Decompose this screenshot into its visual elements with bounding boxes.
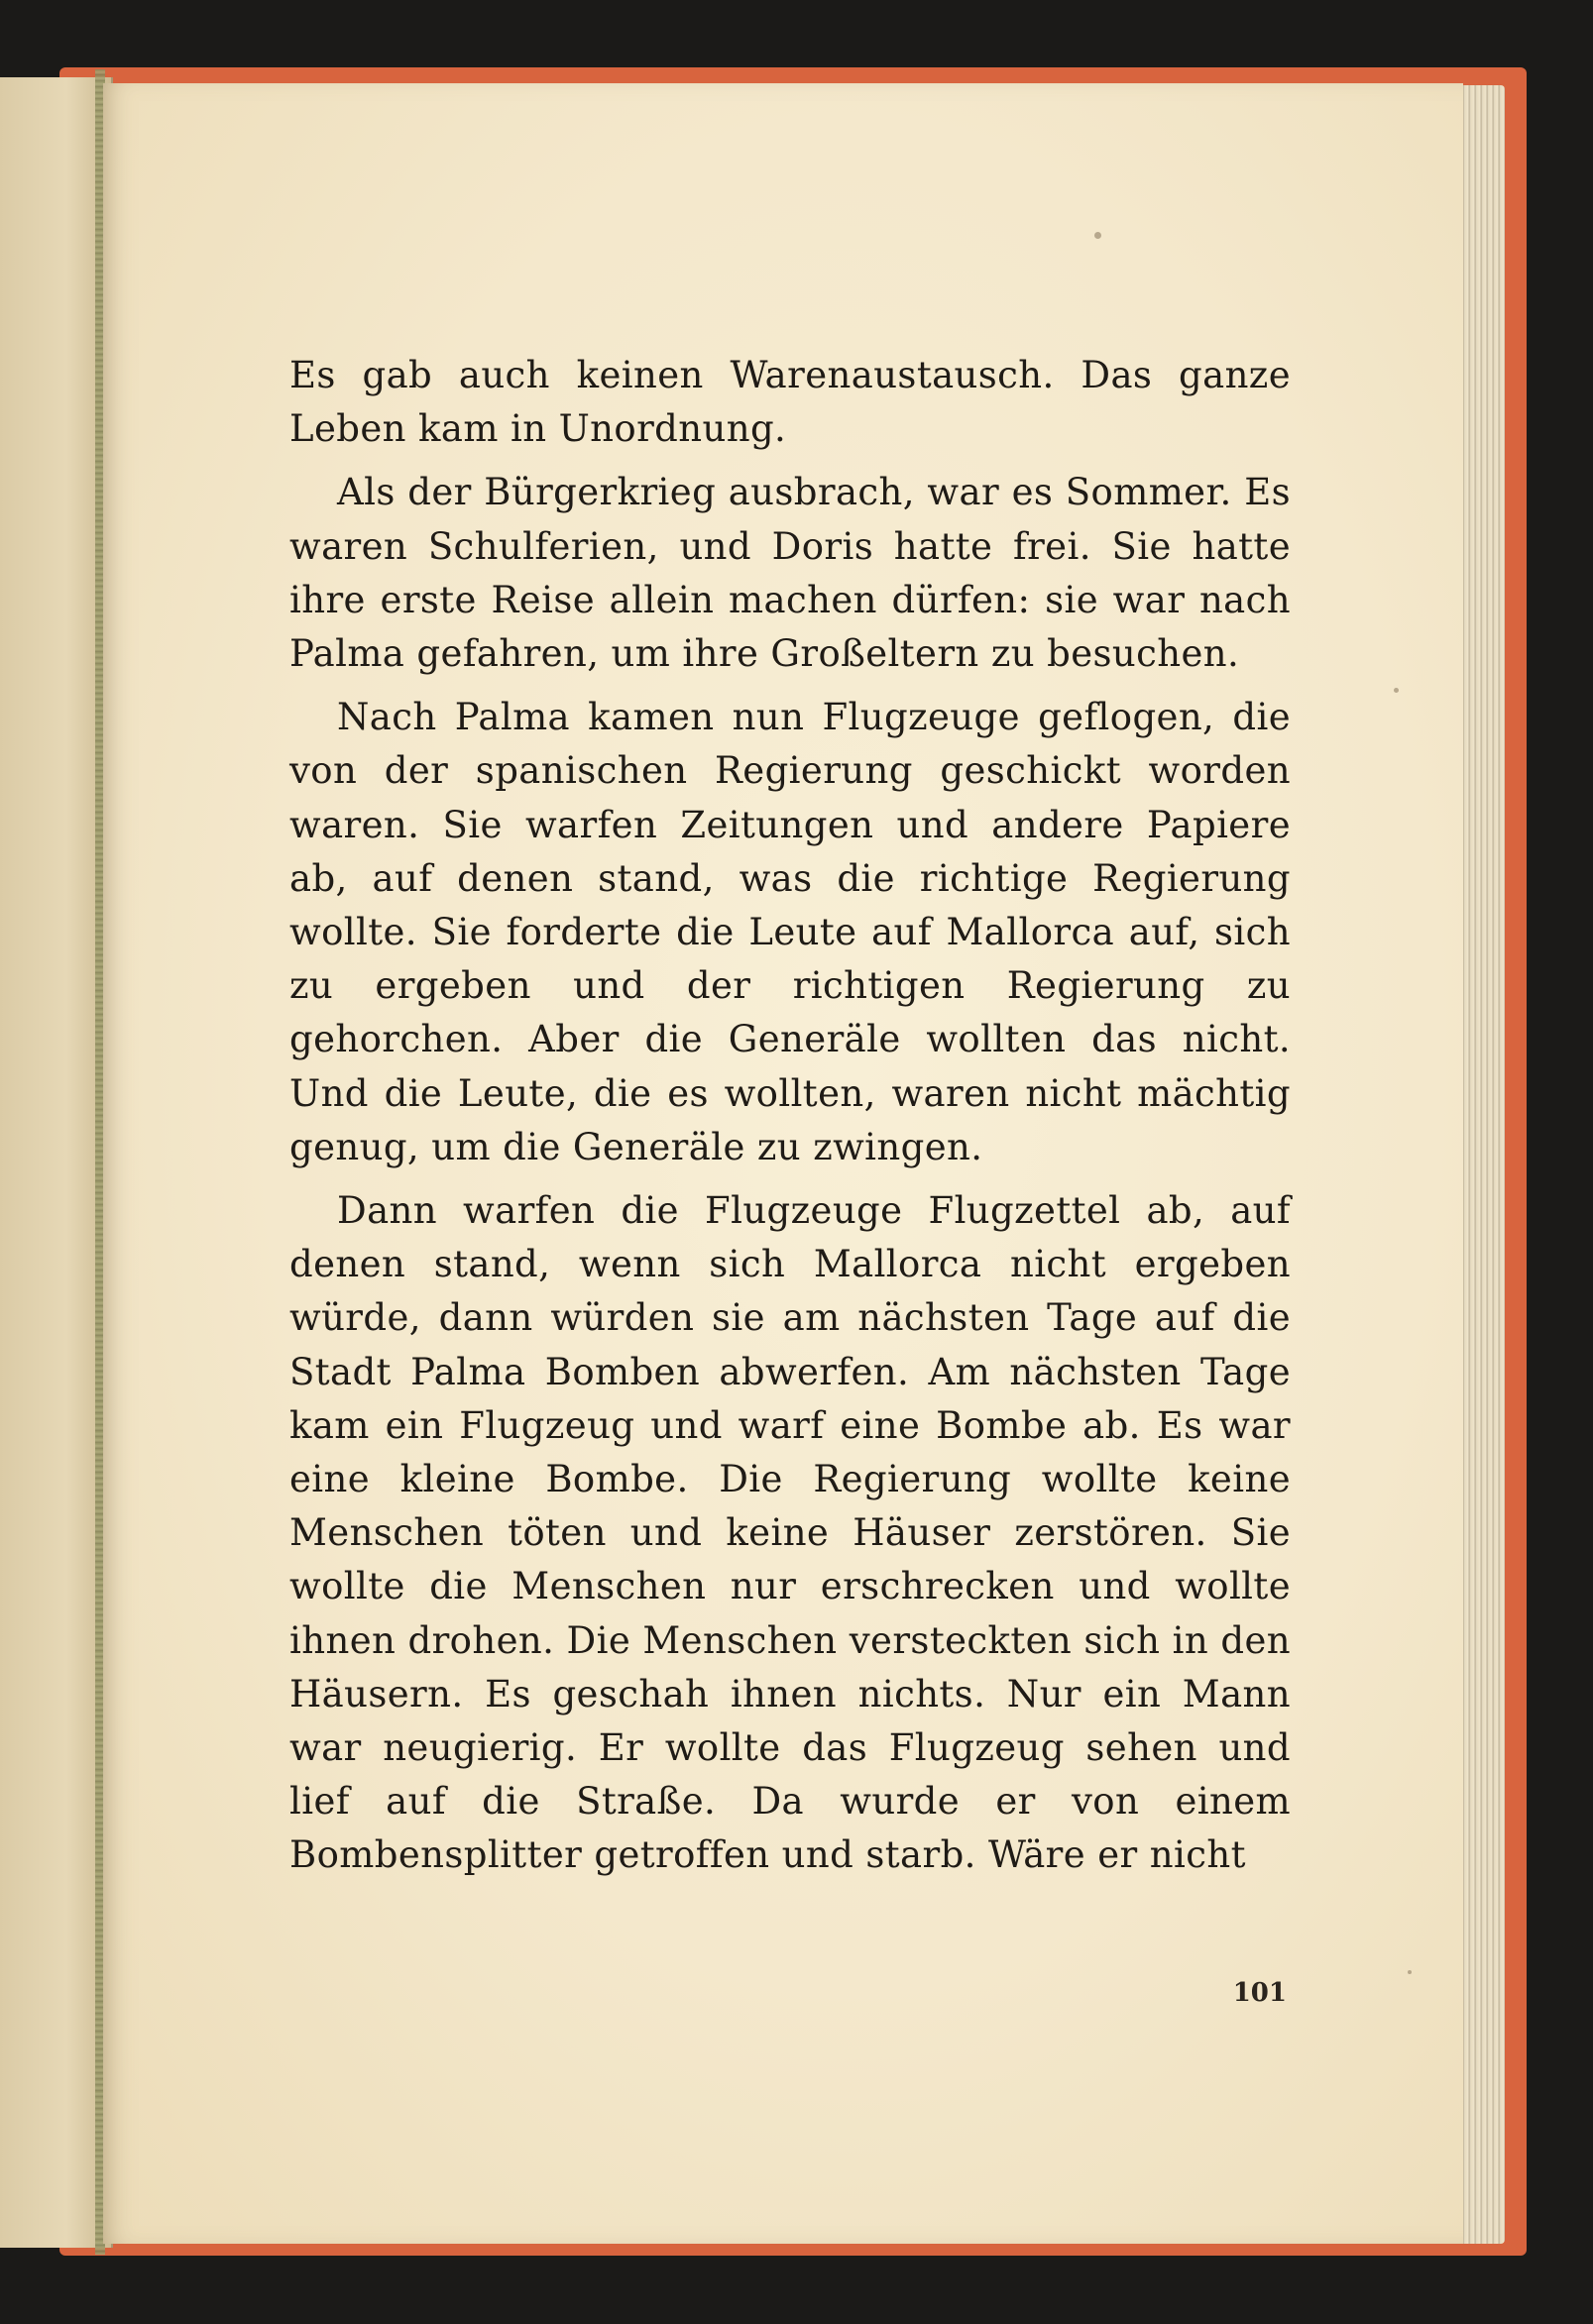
book-page <box>103 83 1463 2244</box>
page-number: 101 <box>1232 1978 1287 2008</box>
paragraph: Als der Bürgerkrieg ausbrach, war es Sommer. Es waren Schulferien, und Doris hatte frei. Sie hatte ihre erste Reise allein machen dürfen: sie war nach Palma gefahren, um ihre Großeltern zu besuchen. <box>289 471 1291 676</box>
body-text <box>289 349 1291 1893</box>
paragraph: Dann warfen die Flugzeuge Flugzettel ab, auf denen stand, wenn sich Mallorca nicht ergeben würde, dann würden sie am nächsten Tage auf die Stadt Palma Bomben abwerfen. Am nächsten Tage kam ein Flugzeug und warf eine Bombe ab. Es war eine kleine Bombe. Die Regierung wollte keine Menschen töten und keine Häuser zerstören. Sie wollte die Menschen nur erschrecken und wollte ihnen drohen. Die Menschen versteckten sich in den Häusern. Es geschah ihnen nichts. Nur ein Mann war neugierig. Er wollte das Flugzeug sehen und lief auf die Straße. Da wurde er von einem Bombensplitter getroffen und starb. Wäre er nicht <box>289 1189 1291 1877</box>
paragraph: Es gab auch keinen Warenaustausch. Das ganze Leben kam in Unordnung. <box>289 354 1291 451</box>
paper-speck <box>1408 1970 1412 1974</box>
paper-speck <box>1094 232 1101 239</box>
paragraph: Nach Palma kamen nun Flugzeuge geflogen, die von der spanischen Regierung geschickt worden waren. Sie warfen Zeitungen und andere Papiere ab, auf denen stand, was die richtige Regierung wollte. Sie forderte die Leute auf Mallorca auf, sich zu ergeben und der richtigen Regierung zu gehorchen. Aber die Generäle wollten das nicht. Und die Leute, die es wollten, waren nicht mächtig genug, um die Generäle zu zwingen. <box>289 696 1291 1168</box>
paper-speck <box>1394 688 1399 693</box>
